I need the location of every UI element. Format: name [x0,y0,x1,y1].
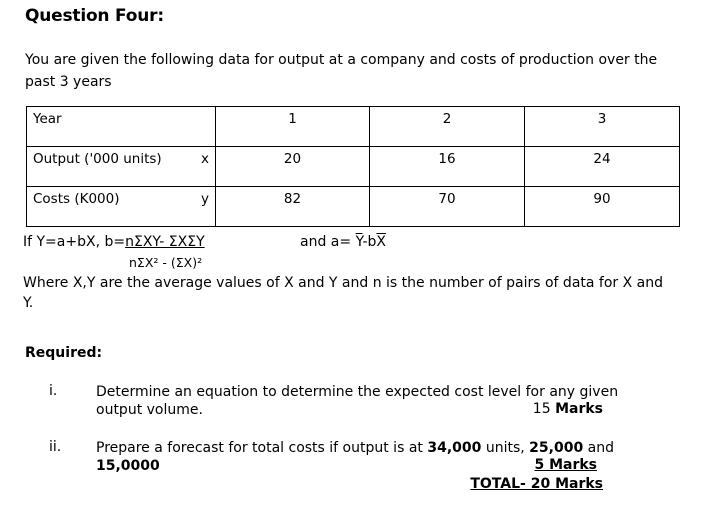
task-ii-text: and [583,440,614,456]
marks-word: Marks [555,401,603,417]
table-cell: 2 [370,107,525,147]
table-cell: 70 [370,187,525,227]
output-value-2: 25,000 [529,440,584,456]
formula-a-dash: -b [362,234,377,250]
table-cell [27,107,216,147]
formula-explanation: Where X,Y are the average values of X and Y and n is the number of pairs of data for X and Y. [23,275,663,311]
formula-numerator: nΣXY- ΣXΣY [125,234,205,250]
table-row [27,187,680,227]
formula-b [23,234,205,250]
formula-denominator: nΣX² - (ΣX)² [129,255,203,270]
table-cell [27,187,216,227]
output-value-3: 15,0000 [96,458,160,474]
row-label-year: Year [33,111,62,127]
x-bar: $\overline{X}$ [376,234,386,250]
task-numeral: ii. [49,439,62,455]
table-cell: 90 [525,187,680,227]
task-ii-line1 [96,439,614,457]
table-cell: 16 [370,147,525,187]
task-i-line1: Determine an equation to determine the expected cost level for any given [96,384,619,400]
formula-a [300,234,386,250]
marks-number: 15 [532,401,556,417]
task-i-line2: output volume. [96,402,203,418]
table-cell: 24 [525,147,680,187]
task-numeral: i. [49,383,58,399]
data-table [26,106,680,227]
table-row [27,107,680,147]
variable-y: y [201,191,209,207]
formula-prefix: If Y=a+bX, b= [23,234,126,250]
table-cell: 1 [216,107,370,147]
task-ii-text: units, [481,440,530,456]
table-row [27,147,680,187]
table-cell: 3 [525,107,680,147]
table-cell [27,147,216,187]
y-bar: $\overline{Y}$ [355,234,363,250]
question-heading: Question Four: [25,6,164,26]
intro-paragraph: You are given the following data for output at a company and costs of production over the past 3 years [25,52,658,90]
task-ii-marks: 5 Marks [534,457,597,473]
output-value-1: 34,000 [427,440,482,456]
task-i-marks [533,401,603,417]
row-label-costs: Costs (K000) [33,191,120,207]
row-label-output: Output ('000 units) [33,151,162,167]
task-ii-text: Prepare a forecast for total costs if output is at [96,440,428,456]
variable-x: x [201,151,209,167]
table-cell: 20 [216,147,370,187]
total-marks: TOTAL- 20 Marks [470,476,603,492]
required-heading: Required: [25,345,103,361]
formula-a-prefix: and a= [300,234,356,250]
table-cell: 82 [216,187,370,227]
